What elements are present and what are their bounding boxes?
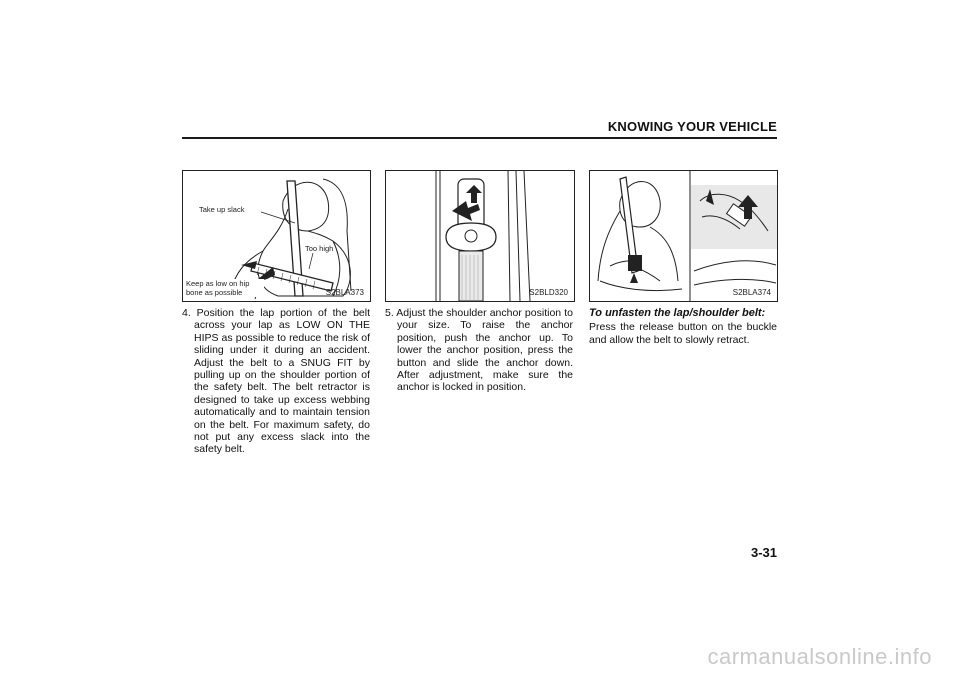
callout-keep-low: Keep as low on hip bone as possible: [186, 279, 264, 297]
step-5-text: 5. Adjust the shoulder anchor position to your size. To raise the anchor position, push the anchor up. To lower the anchor position, press the button and slide the anchor down. After adjustment, make sure the anchor is locked in position.: [385, 307, 573, 394]
figure-code: S2BLD320: [529, 288, 568, 297]
callout-take-up-slack: Take up slack: [199, 205, 245, 214]
column-unfasten: [589, 307, 777, 346]
page-number: 3-31: [750, 545, 777, 560]
column-lap-belt: [182, 307, 370, 456]
watermark: carmanualsonline.info: [707, 644, 932, 669]
figure-code: S2BLA374: [732, 288, 771, 297]
unfasten-text: Press the release button on the buckle and allow the belt to slowly retract.: [589, 321, 777, 346]
header-rule: [182, 137, 777, 139]
column-shoulder-anchor: [385, 307, 573, 394]
figure-unfasten-belt: [589, 170, 778, 302]
figure-lap-belt-position: [182, 170, 371, 302]
step-4-text: 4. Position the lap portion of the belt across your lap as LOW ON THE HIPS as possible to reduce the risk of sliding under it during an accident. Adjust the belt to a SNUG FIT by pulling up on the shoulder portion of the safety belt. The belt retractor is designed to take up excess webbing automatically and to maintain tension on the belt. For maximum safety, do not put any excess slack into the safety belt.: [182, 307, 370, 456]
unfasten-belt-illustration: [590, 171, 777, 301]
callout-too-high: Too high: [305, 244, 334, 253]
figure-code: S2BLA373: [325, 288, 364, 297]
section-title: KNOWING YOUR VEHICLE: [607, 119, 777, 134]
figure-shoulder-anchor: [385, 170, 575, 302]
shoulder-anchor-illustration: [386, 171, 574, 301]
unfasten-heading: To unfasten the lap/shoulder belt:: [589, 307, 766, 319]
